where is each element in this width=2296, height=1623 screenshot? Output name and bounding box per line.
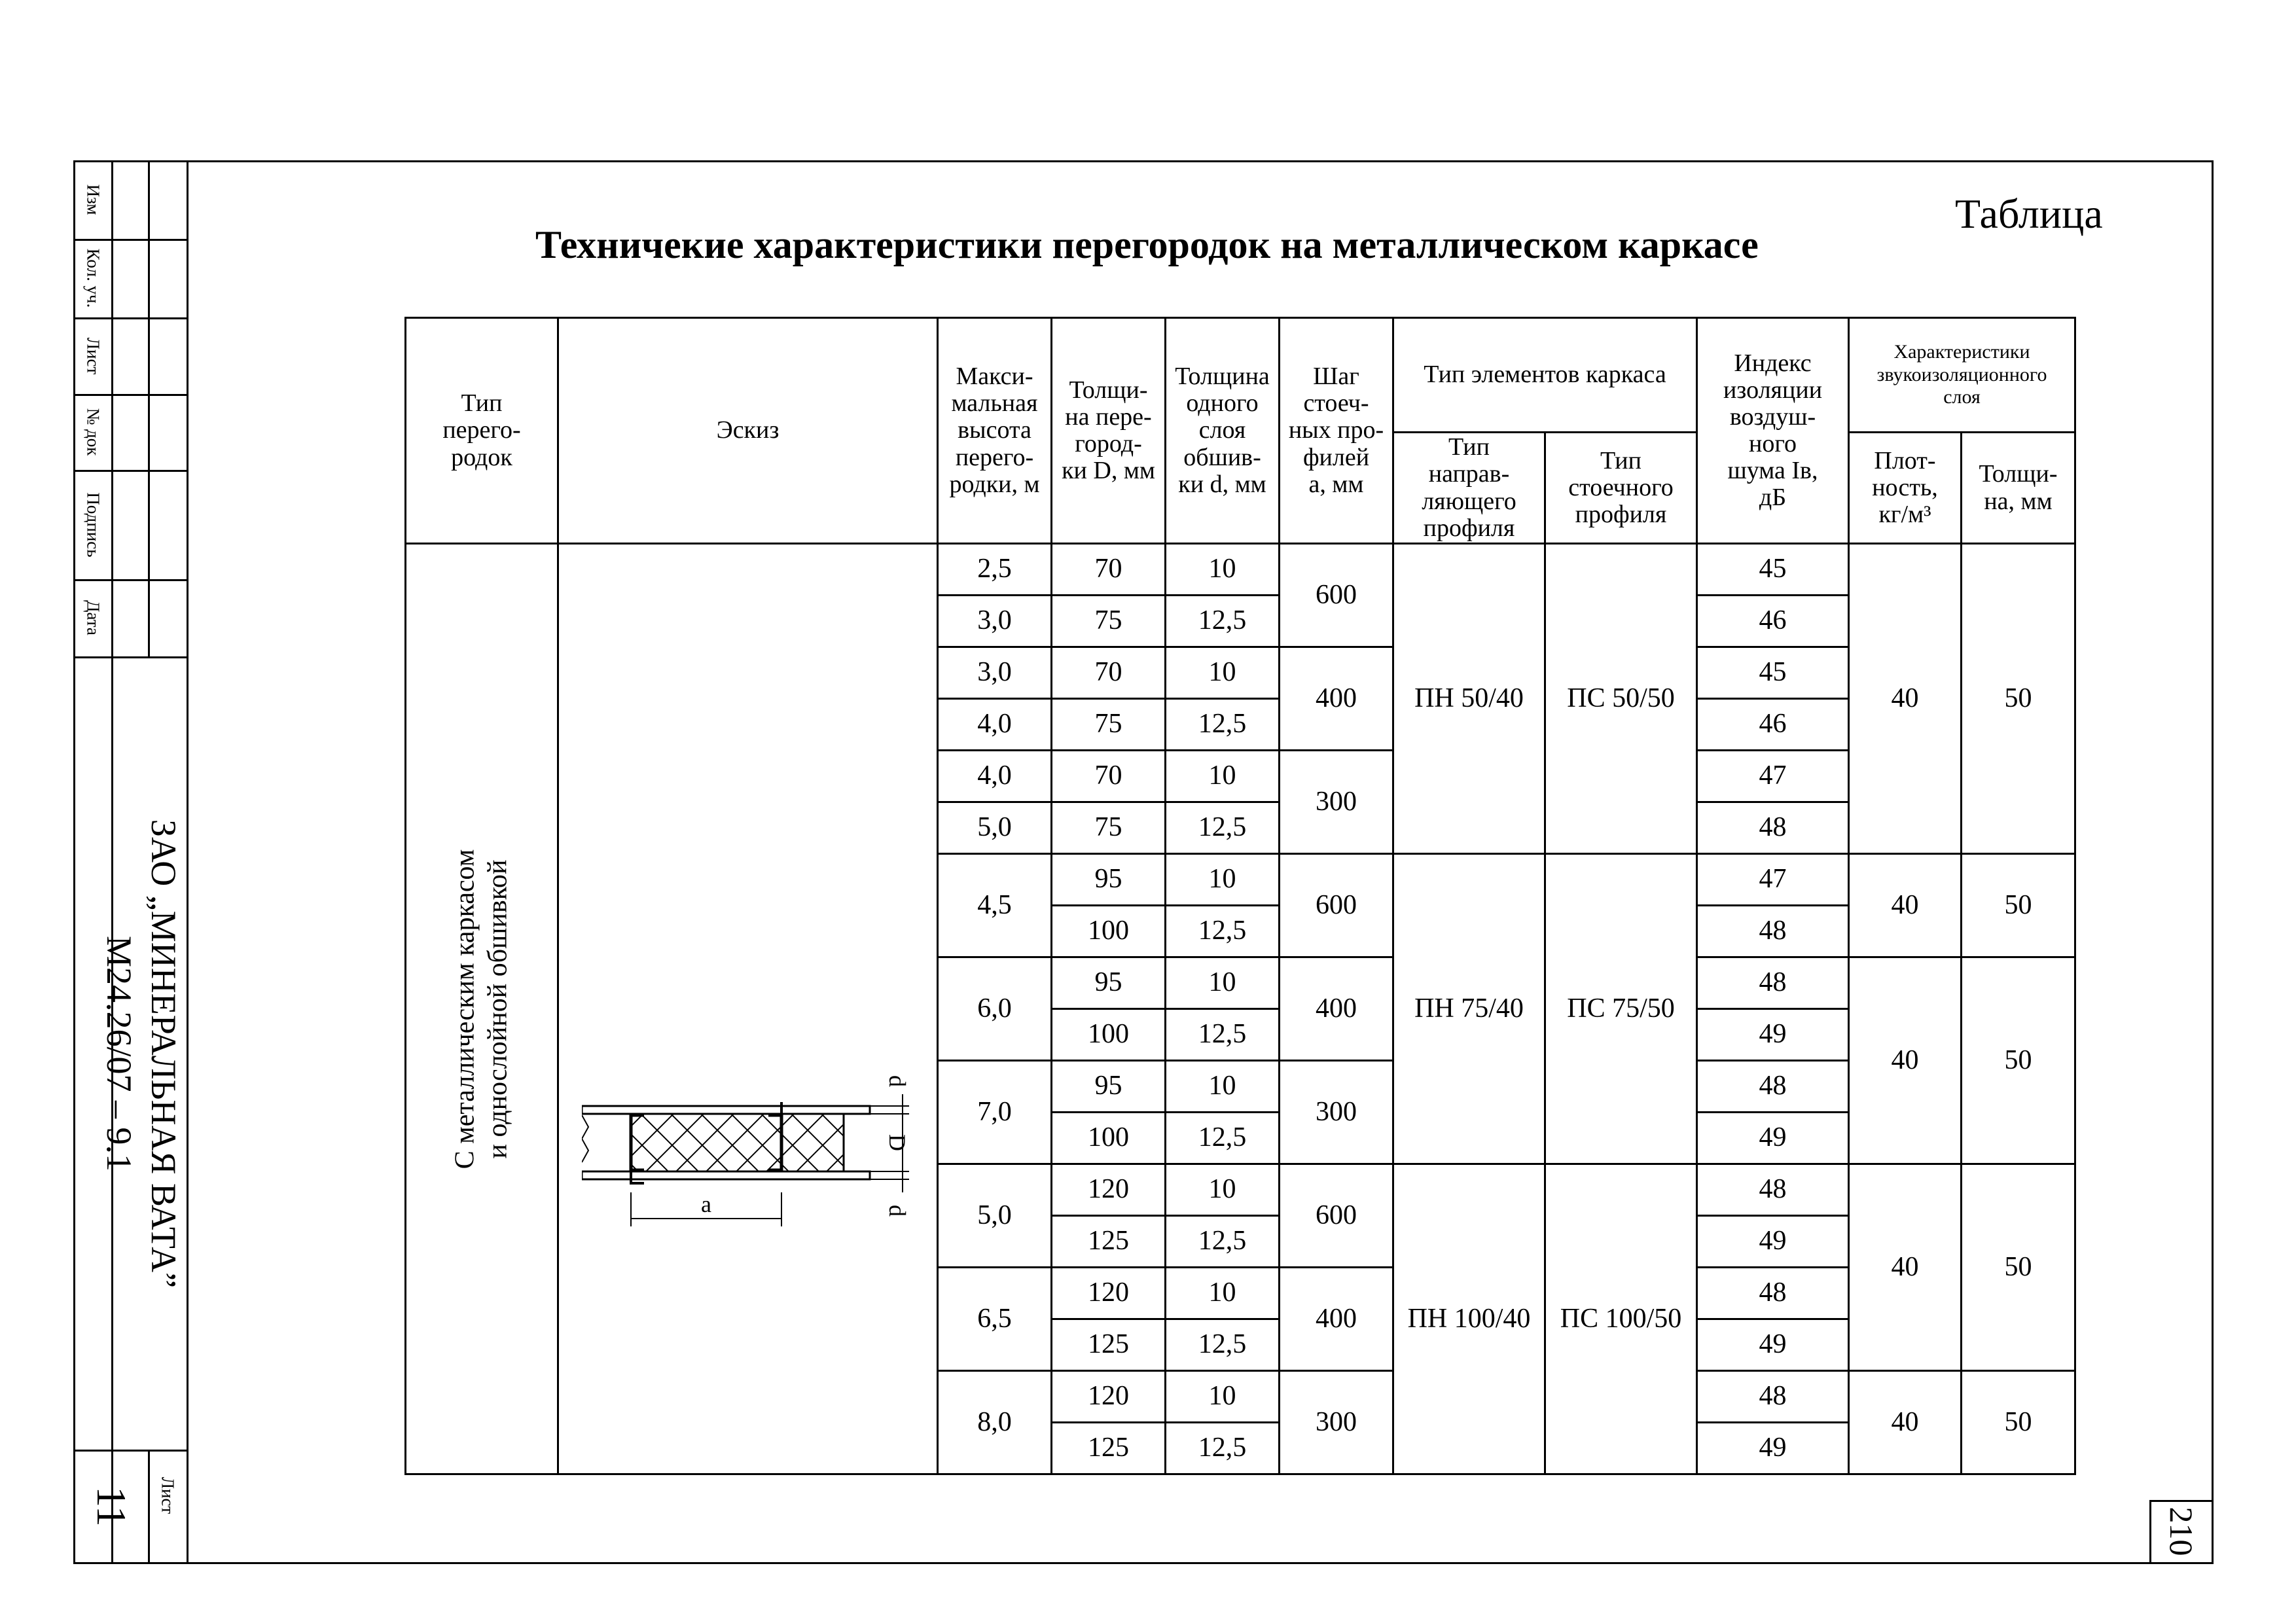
- cell-step: 300: [1280, 751, 1393, 854]
- header-sketch: Эскиз: [558, 318, 938, 544]
- header-line: a, мм: [1308, 470, 1364, 498]
- stamp-cell-signature: Подпись: [83, 492, 103, 558]
- cell-step: 400: [1280, 647, 1393, 751]
- cell-height: 7,0: [938, 1061, 1052, 1164]
- cell-layer: 10: [1166, 1268, 1280, 1319]
- header-noise-index: [1697, 318, 1849, 544]
- header-stud-step: [1280, 318, 1393, 544]
- cell-sound-thickness: 50: [1962, 1371, 2075, 1474]
- cell-step: 600: [1280, 1164, 1393, 1268]
- cell-thickness: 95: [1052, 1061, 1166, 1113]
- cell-index: 49: [1697, 1216, 1849, 1268]
- header-sound-thickness: [1962, 433, 2075, 544]
- cell-layer: 10: [1166, 957, 1280, 1009]
- stamp-cell-list: Лист: [83, 337, 103, 375]
- stamp-cell-doc-number: № док: [83, 408, 103, 456]
- cell-layer: 10: [1166, 647, 1280, 699]
- page-number: 210: [2163, 1507, 2200, 1556]
- cell-layer: 10: [1166, 1061, 1280, 1113]
- cell-thickness: 75: [1052, 802, 1166, 854]
- cell-height: 5,0: [938, 1164, 1052, 1268]
- header-line: ного: [1749, 430, 1797, 457]
- header-type: [406, 318, 558, 544]
- cell-thickness: 125: [1052, 1319, 1166, 1371]
- cell-guide: ПН 100/40: [1393, 1164, 1545, 1474]
- cell-thickness: 95: [1052, 854, 1166, 906]
- header-line: мальная: [951, 389, 1038, 418]
- cell-thickness: 70: [1052, 751, 1166, 802]
- cell-index: 49: [1697, 1423, 1849, 1474]
- cell-thickness: 100: [1052, 1113, 1166, 1164]
- sketch-label-D: D: [884, 1134, 910, 1151]
- cell-step: 400: [1280, 1268, 1393, 1371]
- header-line: на пере-: [1065, 402, 1152, 431]
- cell-layer: 12,5: [1166, 1113, 1280, 1164]
- cell-sound-thickness: 50: [1962, 1164, 2075, 1371]
- cell-layer: 10: [1166, 854, 1280, 906]
- cell-density: 40: [1849, 1371, 1962, 1474]
- table-label: Таблица: [1955, 190, 2103, 237]
- header-line: Тип: [461, 389, 503, 418]
- header-line: дБ: [1759, 484, 1787, 512]
- cell-sound-thickness: 50: [1962, 854, 2075, 957]
- cell-layer: 10: [1166, 544, 1280, 596]
- header-line: Индекс: [1734, 349, 1812, 377]
- cell-stud: ПС 75/50: [1545, 854, 1697, 1164]
- cell-step: 300: [1280, 1061, 1393, 1164]
- cell-index: 49: [1697, 1319, 1849, 1371]
- header-thickness: [1052, 318, 1166, 544]
- cell-step: 400: [1280, 957, 1393, 1061]
- cell-layer: 12,5: [1166, 1423, 1280, 1474]
- cell-index: 47: [1697, 751, 1849, 802]
- cell-index: 48: [1697, 1268, 1849, 1319]
- header-line: кг/м³: [1878, 501, 1931, 529]
- header-line: воздуш-: [1729, 402, 1816, 431]
- cell-thickness: 125: [1052, 1216, 1166, 1268]
- cell-thickness: 125: [1052, 1423, 1166, 1474]
- cell-thickness: 120: [1052, 1268, 1166, 1319]
- company-name: ЗАО „МИНЕРАЛЬНАЯ ВАТА”: [144, 819, 183, 1289]
- header-stud-profile: [1545, 433, 1697, 544]
- cell-height: 4,0: [938, 751, 1052, 802]
- header-line: филей: [1302, 443, 1370, 471]
- header-line: Тип: [1600, 446, 1641, 474]
- cell-layer: 12,5: [1166, 699, 1280, 751]
- cell-thickness: 75: [1052, 699, 1166, 751]
- cell-index: 46: [1697, 699, 1849, 751]
- cell-guide: ПН 50/40: [1393, 544, 1545, 854]
- header-line: стоеч-: [1303, 389, 1369, 418]
- cell-height: 3,0: [938, 596, 1052, 647]
- cell-thickness: 95: [1052, 957, 1166, 1009]
- sketch-label-d-top: d: [884, 1075, 910, 1087]
- cell-index: 48: [1697, 1371, 1849, 1423]
- header-line: перего-: [442, 416, 521, 444]
- cell-index: 47: [1697, 854, 1849, 906]
- cell-index: 48: [1697, 957, 1849, 1009]
- sheet-number: 11: [88, 1486, 135, 1527]
- cell-index: 45: [1697, 544, 1849, 596]
- header-line: направ-: [1428, 460, 1510, 488]
- stamp-cell-kol-uch: Кол. уч.: [83, 248, 103, 308]
- header-line: город-: [1075, 430, 1142, 457]
- cell-height: 4,0: [938, 699, 1052, 751]
- header-line: слоя: [1943, 386, 1981, 408]
- header-line: обшив-: [1183, 443, 1261, 471]
- header-line: одного: [1186, 389, 1259, 418]
- header-line: перего-: [955, 443, 1034, 471]
- header-line: высота: [958, 416, 1031, 444]
- cell-thickness: 120: [1052, 1371, 1166, 1423]
- cell-density: 40: [1849, 854, 1962, 957]
- header-sound-group: [1849, 318, 2075, 433]
- sketch-label-d-bottom: d: [884, 1205, 910, 1217]
- cell-step: 300: [1280, 1371, 1393, 1474]
- cell-index: 48: [1697, 906, 1849, 957]
- header-line: Толщи-: [1069, 376, 1148, 404]
- cell-layer: 10: [1166, 1371, 1280, 1423]
- cell-sound-thickness: 50: [1962, 957, 2075, 1164]
- cell-thickness: 75: [1052, 596, 1166, 647]
- cell-thickness: 100: [1052, 906, 1166, 957]
- header-line: шума Iв,: [1727, 457, 1818, 485]
- cell-thickness: 70: [1052, 647, 1166, 699]
- cell-layer: 12,5: [1166, 1319, 1280, 1371]
- header-line: Плот-: [1874, 446, 1936, 474]
- sketch-cell: [558, 544, 938, 1474]
- document-code: М24.26/07 – 9.1: [99, 935, 139, 1172]
- sketch-label-a: a: [701, 1191, 711, 1217]
- cell-thickness: 70: [1052, 544, 1166, 596]
- header-line: родок: [451, 443, 512, 471]
- header-max-height: [938, 318, 1052, 544]
- header-line: слоя: [1198, 416, 1246, 444]
- header-line: Шаг: [1313, 363, 1359, 391]
- cell-layer: 10: [1166, 751, 1280, 802]
- cell-stud: ПС 100/50: [1545, 1164, 1697, 1474]
- cell-height: 5,0: [938, 802, 1052, 854]
- partition-sketch: [582, 1055, 922, 1258]
- header-line: изоляции: [1723, 376, 1823, 404]
- document-title: Техничекие характеристики перегородок на металлическом каркасе: [535, 223, 1759, 266]
- cell-stud: ПС 50/50: [1545, 544, 1697, 854]
- header-line: ляющего: [1422, 487, 1516, 515]
- stamp-cell-date: Дата: [83, 600, 103, 635]
- header-line: Тип: [1448, 433, 1490, 461]
- cell-index: 46: [1697, 596, 1849, 647]
- partition-type-label: С металлическим каркасом и однослойной обшивкой: [450, 849, 513, 1169]
- header-line: Толщи-: [1979, 460, 2058, 488]
- cell-layer: 12,5: [1166, 596, 1280, 647]
- cell-index: 45: [1697, 647, 1849, 699]
- spec-table: [404, 317, 2076, 1475]
- cell-thickness: 120: [1052, 1164, 1166, 1216]
- header-line: профиля: [1423, 514, 1515, 542]
- cell-guide: ПН 75/40: [1393, 854, 1545, 1164]
- header-density: [1849, 433, 1962, 544]
- cell-height: 6,0: [938, 957, 1052, 1061]
- header-line: на, мм: [1984, 487, 2053, 515]
- table-row: [406, 544, 2075, 596]
- cell-density: 40: [1849, 544, 1962, 854]
- stamp-cell-izm: Изм: [83, 184, 103, 215]
- cell-layer: 12,5: [1166, 906, 1280, 957]
- cell-density: 40: [1849, 957, 1962, 1164]
- cell-index: 49: [1697, 1113, 1849, 1164]
- header-line: ки d, мм: [1178, 470, 1266, 498]
- header-line: ных про-: [1288, 416, 1384, 444]
- cell-index: 48: [1697, 1164, 1849, 1216]
- header-layer-thickness: [1166, 318, 1280, 544]
- partition-type-cell: [406, 544, 558, 1474]
- cell-thickness: 100: [1052, 1009, 1166, 1061]
- cell-layer: 12,5: [1166, 1216, 1280, 1268]
- header-frame-group: Тип элементов каркаса: [1393, 318, 1697, 433]
- cell-layer: 12,5: [1166, 802, 1280, 854]
- header-line: звукоизоляционного: [1876, 363, 2047, 385]
- header-line: ки D, мм: [1062, 457, 1155, 485]
- cell-index: 49: [1697, 1009, 1849, 1061]
- cell-density: 40: [1849, 1164, 1962, 1371]
- sheet-label: Лист: [158, 1476, 178, 1514]
- cell-height: 3,0: [938, 647, 1052, 699]
- cell-layer: 10: [1166, 1164, 1280, 1216]
- cell-step: 600: [1280, 544, 1393, 647]
- cell-sound-thickness: 50: [1962, 544, 2075, 854]
- cell-step: 600: [1280, 854, 1393, 957]
- cell-layer: 12,5: [1166, 1009, 1280, 1061]
- cell-height: 6,5: [938, 1268, 1052, 1371]
- header-line: Макси-: [956, 363, 1033, 391]
- header-line: профиля: [1575, 501, 1667, 529]
- header-guide-profile: [1393, 433, 1545, 544]
- cell-height: 8,0: [938, 1371, 1052, 1474]
- cell-index: 48: [1697, 1061, 1849, 1113]
- header-line: стоечного: [1568, 473, 1674, 501]
- header-line: ность,: [1872, 473, 1938, 501]
- header-line: родки, м: [949, 470, 1040, 498]
- header-line: Толщина: [1175, 363, 1270, 391]
- cell-index: 48: [1697, 802, 1849, 854]
- header-line: Характеристики: [1893, 341, 2030, 363]
- cell-height: 4,5: [938, 854, 1052, 957]
- cell-height: 2,5: [938, 544, 1052, 596]
